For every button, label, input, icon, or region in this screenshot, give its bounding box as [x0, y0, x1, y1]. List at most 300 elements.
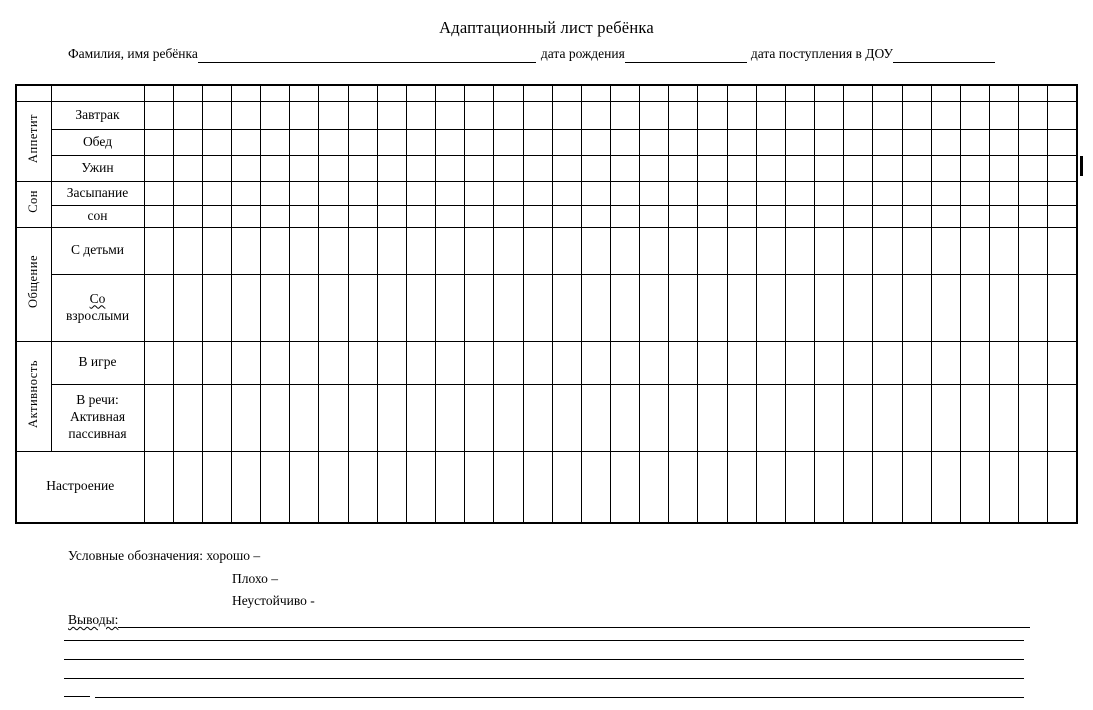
day-cell[interactable] — [1019, 274, 1048, 341]
day-cell[interactable] — [377, 101, 406, 129]
day-cell[interactable] — [261, 451, 290, 523]
day-cell[interactable] — [785, 384, 814, 451]
header-corner-cell[interactable] — [16, 85, 51, 101]
day-cell[interactable] — [581, 85, 610, 101]
day-cell[interactable] — [581, 155, 610, 181]
day-cell[interactable] — [465, 155, 494, 181]
ruled-line[interactable] — [64, 678, 1024, 679]
day-cell[interactable] — [990, 451, 1019, 523]
day-cell[interactable] — [377, 227, 406, 274]
day-cell[interactable] — [144, 101, 173, 129]
day-cell[interactable] — [144, 181, 173, 205]
ruled-line[interactable] — [64, 640, 1024, 641]
day-cell[interactable] — [960, 227, 989, 274]
day-cell[interactable] — [727, 451, 756, 523]
day-cell[interactable] — [436, 451, 465, 523]
day-cell[interactable] — [319, 101, 348, 129]
day-cell[interactable] — [990, 129, 1019, 155]
day-cell[interactable] — [1019, 341, 1048, 384]
day-cell[interactable] — [348, 384, 377, 451]
day-cell[interactable] — [552, 227, 581, 274]
day-cell[interactable] — [873, 274, 902, 341]
day-cell[interactable] — [611, 101, 640, 129]
day-cell[interactable] — [873, 205, 902, 227]
day-cell[interactable] — [844, 274, 873, 341]
day-cell[interactable] — [960, 129, 989, 155]
day-cell[interactable] — [494, 155, 523, 181]
day-cell[interactable] — [377, 451, 406, 523]
day-cell[interactable] — [931, 451, 960, 523]
day-cell[interactable] — [465, 129, 494, 155]
day-cell[interactable] — [377, 129, 406, 155]
day-cell[interactable] — [931, 155, 960, 181]
day-cell[interactable] — [698, 181, 727, 205]
day-cell[interactable] — [290, 181, 319, 205]
day-cell[interactable] — [290, 205, 319, 227]
day-cell[interactable] — [319, 274, 348, 341]
day-cell[interactable] — [406, 341, 435, 384]
day-cell[interactable] — [873, 181, 902, 205]
day-cell[interactable] — [465, 451, 494, 523]
day-cell[interactable] — [377, 85, 406, 101]
day-cell[interactable] — [902, 101, 931, 129]
day-cell[interactable] — [202, 181, 231, 205]
day-cell[interactable] — [202, 101, 231, 129]
day-cell[interactable] — [436, 341, 465, 384]
day-cell[interactable] — [494, 274, 523, 341]
day-cell[interactable] — [669, 101, 698, 129]
day-cell[interactable] — [202, 205, 231, 227]
day-cell[interactable] — [494, 129, 523, 155]
day-cell[interactable] — [902, 181, 931, 205]
day-cell[interactable] — [406, 384, 435, 451]
day-cell[interactable] — [727, 181, 756, 205]
day-cell[interactable] — [669, 205, 698, 227]
day-cell[interactable] — [931, 227, 960, 274]
day-cell[interactable] — [785, 155, 814, 181]
day-cell[interactable] — [231, 274, 260, 341]
day-cell[interactable] — [1019, 451, 1048, 523]
day-cell[interactable] — [406, 129, 435, 155]
day-cell[interactable] — [902, 384, 931, 451]
day-cell[interactable] — [611, 85, 640, 101]
day-cell[interactable] — [523, 155, 552, 181]
day-cell[interactable] — [844, 101, 873, 129]
day-cell[interactable] — [1048, 101, 1077, 129]
day-cell[interactable] — [465, 205, 494, 227]
day-cell[interactable] — [377, 274, 406, 341]
day-cell[interactable] — [202, 85, 231, 101]
day-cell[interactable] — [756, 181, 785, 205]
day-cell[interactable] — [319, 227, 348, 274]
day-cell[interactable] — [406, 274, 435, 341]
day-cell[interactable] — [552, 129, 581, 155]
day-cell[interactable] — [319, 205, 348, 227]
day-cell[interactable] — [931, 181, 960, 205]
day-cell[interactable] — [640, 155, 669, 181]
day-cell[interactable] — [815, 155, 844, 181]
day-cell[interactable] — [844, 451, 873, 523]
day-cell[interactable] — [815, 129, 844, 155]
day-cell[interactable] — [494, 451, 523, 523]
child-name-field[interactable] — [198, 47, 536, 63]
day-cell[interactable] — [902, 274, 931, 341]
day-cell[interactable] — [231, 181, 260, 205]
day-cell[interactable] — [173, 155, 202, 181]
day-cell[interactable] — [611, 155, 640, 181]
day-cell[interactable] — [406, 451, 435, 523]
day-cell[interactable] — [231, 129, 260, 155]
day-cell[interactable] — [552, 384, 581, 451]
day-cell[interactable] — [815, 274, 844, 341]
day-cell[interactable] — [931, 101, 960, 129]
day-cell[interactable] — [756, 384, 785, 451]
day-cell[interactable] — [581, 101, 610, 129]
day-cell[interactable] — [173, 181, 202, 205]
day-cell[interactable] — [785, 205, 814, 227]
day-cell[interactable] — [319, 129, 348, 155]
day-cell[interactable] — [290, 155, 319, 181]
day-cell[interactable] — [756, 274, 785, 341]
day-cell[interactable] — [873, 451, 902, 523]
day-cell[interactable] — [523, 129, 552, 155]
day-cell[interactable] — [581, 274, 610, 341]
day-cell[interactable] — [552, 451, 581, 523]
day-cell[interactable] — [436, 85, 465, 101]
day-cell[interactable] — [785, 85, 814, 101]
day-cell[interactable] — [785, 181, 814, 205]
day-cell[interactable] — [348, 227, 377, 274]
day-cell[interactable] — [902, 341, 931, 384]
day-cell[interactable] — [756, 205, 785, 227]
conclusions-field[interactable] — [118, 612, 1030, 628]
day-cell[interactable] — [960, 451, 989, 523]
day-cell[interactable] — [319, 451, 348, 523]
day-cell[interactable] — [261, 101, 290, 129]
day-cell[interactable] — [611, 451, 640, 523]
day-cell[interactable] — [581, 384, 610, 451]
day-cell[interactable] — [785, 129, 814, 155]
day-cell[interactable] — [290, 384, 319, 451]
day-cell[interactable] — [902, 85, 931, 101]
day-cell[interactable] — [640, 129, 669, 155]
day-cell[interactable] — [815, 85, 844, 101]
day-cell[interactable] — [173, 274, 202, 341]
day-cell[interactable] — [465, 227, 494, 274]
day-cell[interactable] — [261, 155, 290, 181]
day-cell[interactable] — [552, 85, 581, 101]
day-cell[interactable] — [669, 451, 698, 523]
day-cell[interactable] — [611, 205, 640, 227]
birth-date-field[interactable] — [625, 47, 747, 63]
day-cell[interactable] — [1048, 129, 1077, 155]
day-cell[interactable] — [144, 155, 173, 181]
day-cell[interactable] — [931, 384, 960, 451]
day-cell[interactable] — [523, 205, 552, 227]
day-cell[interactable] — [436, 274, 465, 341]
day-cell[interactable] — [552, 274, 581, 341]
day-cell[interactable] — [640, 181, 669, 205]
day-cell[interactable] — [319, 341, 348, 384]
day-cell[interactable] — [231, 341, 260, 384]
ruled-line-short[interactable] — [64, 696, 90, 697]
day-cell[interactable] — [552, 205, 581, 227]
day-cell[interactable] — [494, 384, 523, 451]
day-cell[interactable] — [523, 227, 552, 274]
day-cell[interactable] — [990, 85, 1019, 101]
day-cell[interactable] — [873, 129, 902, 155]
day-cell[interactable] — [290, 101, 319, 129]
day-cell[interactable] — [261, 227, 290, 274]
day-cell[interactable] — [465, 274, 494, 341]
day-cell[interactable] — [785, 451, 814, 523]
day-cell[interactable] — [202, 155, 231, 181]
day-cell[interactable] — [319, 181, 348, 205]
day-cell[interactable] — [406, 205, 435, 227]
day-cell[interactable] — [144, 384, 173, 451]
day-cell[interactable] — [902, 227, 931, 274]
day-cell[interactable] — [990, 155, 1019, 181]
day-cell[interactable] — [727, 341, 756, 384]
day-cell[interactable] — [727, 227, 756, 274]
day-cell[interactable] — [1019, 181, 1048, 205]
day-cell[interactable] — [523, 384, 552, 451]
day-cell[interactable] — [173, 341, 202, 384]
day-cell[interactable] — [844, 155, 873, 181]
day-cell[interactable] — [1019, 85, 1048, 101]
day-cell[interactable] — [844, 85, 873, 101]
day-cell[interactable] — [465, 341, 494, 384]
day-cell[interactable] — [1019, 155, 1048, 181]
day-cell[interactable] — [581, 451, 610, 523]
day-cell[interactable] — [756, 101, 785, 129]
day-cell[interactable] — [756, 85, 785, 101]
day-cell[interactable] — [552, 181, 581, 205]
day-cell[interactable] — [1048, 227, 1077, 274]
day-cell[interactable] — [756, 341, 785, 384]
day-cell[interactable] — [494, 85, 523, 101]
day-cell[interactable] — [727, 85, 756, 101]
day-cell[interactable] — [873, 101, 902, 129]
day-cell[interactable] — [669, 129, 698, 155]
day-cell[interactable] — [406, 85, 435, 101]
day-cell[interactable] — [581, 181, 610, 205]
day-cell[interactable] — [523, 451, 552, 523]
day-cell[interactable] — [290, 227, 319, 274]
day-cell[interactable] — [231, 384, 260, 451]
day-cell[interactable] — [815, 205, 844, 227]
day-cell[interactable] — [873, 384, 902, 451]
day-cell[interactable] — [202, 227, 231, 274]
day-cell[interactable] — [698, 101, 727, 129]
day-cell[interactable] — [261, 341, 290, 384]
day-cell[interactable] — [844, 227, 873, 274]
day-cell[interactable] — [377, 384, 406, 451]
day-cell[interactable] — [231, 205, 260, 227]
day-cell[interactable] — [348, 205, 377, 227]
day-cell[interactable] — [581, 227, 610, 274]
day-cell[interactable] — [756, 155, 785, 181]
day-cell[interactable] — [231, 227, 260, 274]
day-cell[interactable] — [202, 451, 231, 523]
day-cell[interactable] — [640, 85, 669, 101]
day-cell[interactable] — [990, 205, 1019, 227]
day-cell[interactable] — [202, 384, 231, 451]
day-cell[interactable] — [1048, 155, 1077, 181]
day-cell[interactable] — [640, 205, 669, 227]
day-cell[interactable] — [990, 227, 1019, 274]
day-cell[interactable] — [319, 384, 348, 451]
day-cell[interactable] — [494, 205, 523, 227]
day-cell[interactable] — [669, 341, 698, 384]
day-cell[interactable] — [173, 85, 202, 101]
day-cell[interactable] — [640, 384, 669, 451]
day-cell[interactable] — [1048, 384, 1077, 451]
day-cell[interactable] — [348, 155, 377, 181]
day-cell[interactable] — [436, 227, 465, 274]
day-cell[interactable] — [377, 181, 406, 205]
day-cell[interactable] — [698, 129, 727, 155]
day-cell[interactable] — [1019, 129, 1048, 155]
day-cell[interactable] — [406, 181, 435, 205]
day-cell[interactable] — [261, 85, 290, 101]
header-corner-cell[interactable] — [51, 85, 144, 101]
day-cell[interactable] — [902, 129, 931, 155]
day-cell[interactable] — [669, 384, 698, 451]
day-cell[interactable] — [669, 274, 698, 341]
day-cell[interactable] — [1019, 384, 1048, 451]
day-cell[interactable] — [931, 341, 960, 384]
day-cell[interactable] — [960, 155, 989, 181]
day-cell[interactable] — [611, 384, 640, 451]
day-cell[interactable] — [231, 101, 260, 129]
day-cell[interactable] — [960, 205, 989, 227]
day-cell[interactable] — [756, 227, 785, 274]
day-cell[interactable] — [902, 205, 931, 227]
day-cell[interactable] — [698, 384, 727, 451]
day-cell[interactable] — [494, 341, 523, 384]
day-cell[interactable] — [581, 341, 610, 384]
day-cell[interactable] — [727, 205, 756, 227]
day-cell[interactable] — [815, 451, 844, 523]
day-cell[interactable] — [581, 205, 610, 227]
day-cell[interactable] — [1019, 101, 1048, 129]
day-cell[interactable] — [785, 274, 814, 341]
day-cell[interactable] — [1048, 181, 1077, 205]
day-cell[interactable] — [698, 451, 727, 523]
day-cell[interactable] — [990, 341, 1019, 384]
day-cell[interactable] — [436, 129, 465, 155]
day-cell[interactable] — [202, 274, 231, 341]
day-cell[interactable] — [144, 205, 173, 227]
day-cell[interactable] — [873, 155, 902, 181]
day-cell[interactable] — [494, 181, 523, 205]
day-cell[interactable] — [202, 129, 231, 155]
day-cell[interactable] — [552, 341, 581, 384]
day-cell[interactable] — [348, 129, 377, 155]
day-cell[interactable] — [290, 341, 319, 384]
day-cell[interactable] — [348, 274, 377, 341]
day-cell[interactable] — [815, 227, 844, 274]
day-cell[interactable] — [756, 129, 785, 155]
day-cell[interactable] — [640, 451, 669, 523]
day-cell[interactable] — [640, 341, 669, 384]
day-cell[interactable] — [465, 384, 494, 451]
day-cell[interactable] — [902, 155, 931, 181]
day-cell[interactable] — [669, 155, 698, 181]
day-cell[interactable] — [698, 227, 727, 274]
day-cell[interactable] — [669, 181, 698, 205]
day-cell[interactable] — [144, 451, 173, 523]
day-cell[interactable] — [611, 227, 640, 274]
day-cell[interactable] — [144, 85, 173, 101]
day-cell[interactable] — [727, 129, 756, 155]
day-cell[interactable] — [173, 205, 202, 227]
day-cell[interactable] — [377, 155, 406, 181]
day-cell[interactable] — [640, 274, 669, 341]
day-cell[interactable] — [261, 274, 290, 341]
day-cell[interactable] — [611, 129, 640, 155]
day-cell[interactable] — [960, 101, 989, 129]
day-cell[interactable] — [494, 227, 523, 274]
day-cell[interactable] — [815, 341, 844, 384]
day-cell[interactable] — [873, 227, 902, 274]
day-cell[interactable] — [931, 129, 960, 155]
day-cell[interactable] — [1048, 205, 1077, 227]
day-cell[interactable] — [960, 274, 989, 341]
day-cell[interactable] — [436, 155, 465, 181]
day-cell[interactable] — [290, 274, 319, 341]
day-cell[interactable] — [727, 274, 756, 341]
day-cell[interactable] — [669, 227, 698, 274]
day-cell[interactable] — [698, 341, 727, 384]
day-cell[interactable] — [144, 227, 173, 274]
day-cell[interactable] — [785, 101, 814, 129]
day-cell[interactable] — [231, 155, 260, 181]
day-cell[interactable] — [873, 341, 902, 384]
day-cell[interactable] — [465, 101, 494, 129]
day-cell[interactable] — [785, 341, 814, 384]
day-cell[interactable] — [173, 101, 202, 129]
day-cell[interactable] — [756, 451, 785, 523]
day-cell[interactable] — [377, 341, 406, 384]
day-cell[interactable] — [144, 274, 173, 341]
day-cell[interactable] — [523, 101, 552, 129]
ruled-line[interactable] — [64, 659, 1024, 660]
day-cell[interactable] — [523, 274, 552, 341]
day-cell[interactable] — [406, 227, 435, 274]
day-cell[interactable] — [844, 205, 873, 227]
day-cell[interactable] — [261, 129, 290, 155]
day-cell[interactable] — [173, 451, 202, 523]
day-cell[interactable] — [261, 384, 290, 451]
day-cell[interactable] — [406, 101, 435, 129]
day-cell[interactable] — [931, 274, 960, 341]
day-cell[interactable] — [844, 181, 873, 205]
day-cell[interactable] — [1019, 205, 1048, 227]
day-cell[interactable] — [436, 205, 465, 227]
day-cell[interactable] — [990, 101, 1019, 129]
day-cell[interactable] — [319, 85, 348, 101]
day-cell[interactable] — [173, 384, 202, 451]
day-cell[interactable] — [202, 341, 231, 384]
day-cell[interactable] — [348, 451, 377, 523]
day-cell[interactable] — [698, 155, 727, 181]
day-cell[interactable] — [960, 181, 989, 205]
day-cell[interactable] — [144, 341, 173, 384]
day-cell[interactable] — [261, 181, 290, 205]
day-cell[interactable] — [990, 274, 1019, 341]
